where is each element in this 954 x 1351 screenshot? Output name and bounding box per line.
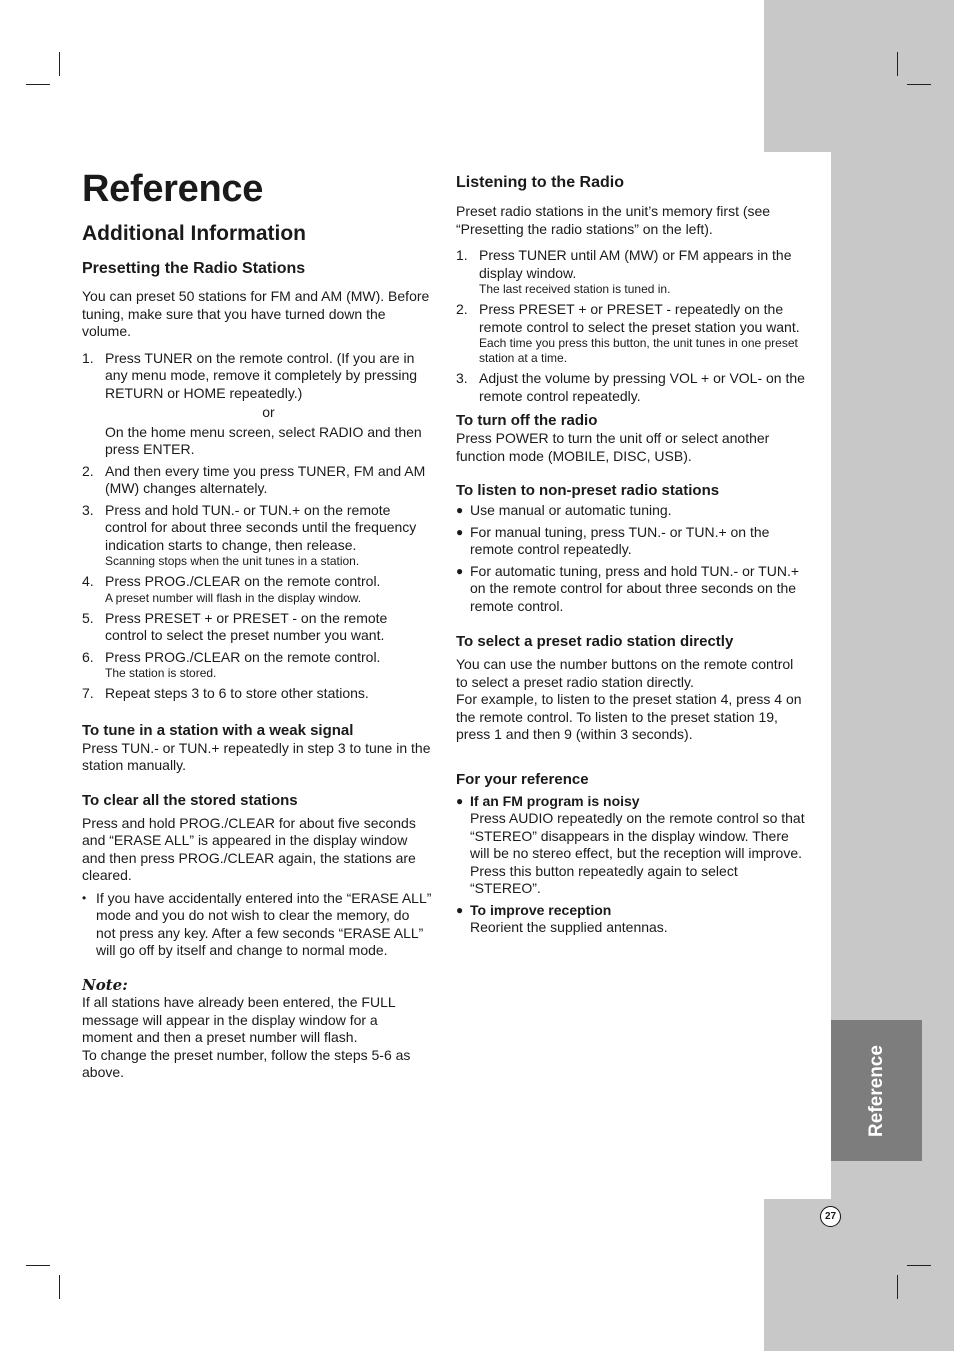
note-title: Note: bbox=[82, 975, 128, 994]
crop-mark bbox=[897, 52, 898, 76]
listening-intro: Preset radio stations in the unit’s memory first (see “Presetting the radio stations” on the left). bbox=[456, 203, 771, 237]
crop-mark bbox=[26, 84, 50, 85]
crop-mark bbox=[907, 1265, 931, 1266]
reference-item bbox=[456, 902, 806, 937]
step-text: Press PRESET + or PRESET - repeatedly on the remote control to select the preset station you want. bbox=[479, 301, 800, 335]
listening-heading: Listening to the Radio bbox=[456, 174, 624, 191]
side-band-top bbox=[764, 0, 954, 152]
step-item bbox=[82, 685, 432, 703]
reference-item-title: To improve reception bbox=[470, 901, 612, 918]
step-text: And then every time you press TUNER, FM and AM (MW) changes alternately. bbox=[105, 462, 426, 496]
clear-all-text: Press and hold PROG./CLEAR for about five seconds and “ERASE ALL” is appeared in the display window and then press PROG./CLEAR again, the stations are cleared. bbox=[82, 814, 416, 883]
bullet-icon: ● bbox=[456, 503, 464, 517]
bullet-icon: ● bbox=[456, 524, 464, 539]
step-item bbox=[82, 463, 432, 498]
step-number: 3. bbox=[456, 370, 468, 386]
non-preset-bullet-text: Use manual or automatic tuning. bbox=[470, 502, 672, 518]
reference-item-text: Reorient the supplied antennas. bbox=[470, 919, 668, 935]
step-item bbox=[456, 370, 806, 405]
step-number: 4. bbox=[82, 573, 94, 589]
page-number: 27 bbox=[820, 1206, 841, 1227]
crop-mark bbox=[26, 1265, 50, 1266]
step-item bbox=[82, 610, 432, 645]
reference-item bbox=[456, 793, 806, 898]
non-preset-heading: To listen to non-preset radio stations bbox=[456, 482, 720, 499]
step-alt: On the home menu screen, select RADIO and then press ENTER. bbox=[105, 423, 422, 457]
note-text-2: To change the preset number, follow the steps 5-6 as above. bbox=[82, 1046, 411, 1080]
weak-signal-text: Press TUN.- or TUN.+ repeatedly in step 3 to tune in the station manually. bbox=[82, 739, 431, 773]
step-number: 7. bbox=[82, 685, 94, 701]
step-note: A preset number will flash in the display window. bbox=[105, 590, 362, 605]
presetting-steps bbox=[82, 350, 432, 703]
for-reference-heading: For your reference bbox=[456, 770, 589, 788]
non-preset-bullet bbox=[456, 502, 806, 520]
step-text: Press PROG./CLEAR on the remote control. bbox=[105, 573, 381, 589]
left-column bbox=[82, 259, 432, 1082]
step-number: 5. bbox=[82, 609, 94, 626]
step-note: The station is stored. bbox=[105, 666, 217, 680]
weak-signal-heading: To tune in a station with a weak signal bbox=[82, 721, 354, 739]
side-band-bottom bbox=[764, 1199, 954, 1351]
listening-steps bbox=[456, 247, 806, 405]
step-item bbox=[82, 649, 432, 682]
section-title: Additional Information bbox=[82, 222, 306, 245]
step-number: 2. bbox=[456, 301, 468, 317]
crop-mark bbox=[59, 1275, 60, 1299]
step-text: Adjust the volume by pressing VOL + or VOL- on the remote control repeatedly. bbox=[479, 370, 805, 404]
clear-all-bullet-text: If you have accidentally entered into the “ERASE ALL” mode and you do not wish to clear the memory, do not press any key. After a few seconds “ERASE ALL” will go off by itself and change to normal mode. bbox=[96, 889, 432, 958]
step-note: The last received station is tuned in. bbox=[479, 282, 671, 296]
step-number: 2. bbox=[82, 462, 94, 479]
step-text: Press PRESET + or PRESET - on the remote control to select the preset number you want. bbox=[105, 609, 388, 643]
side-tab-label: Reference bbox=[865, 1044, 887, 1137]
page-title: Reference bbox=[82, 168, 264, 210]
right-column bbox=[456, 173, 806, 937]
step-number: 6. bbox=[82, 648, 94, 665]
step-item bbox=[82, 350, 432, 459]
bullet-icon: • bbox=[82, 890, 87, 905]
step-item bbox=[82, 573, 432, 606]
non-preset-bullet-text: For automatic tuning, press and hold TUN.- or TUN.+ on the remote control for about three seconds on the remote control. bbox=[470, 562, 800, 614]
note-text: If all stations have already been entered, the FULL message will appear in the display window for a moment and then a preset number will flash. bbox=[82, 994, 396, 1045]
non-preset-bullet bbox=[456, 524, 806, 559]
side-tab[interactable] bbox=[831, 1020, 922, 1161]
step-note: Each time you press this button, the unit tunes in one preset station at a time. bbox=[479, 336, 798, 365]
turn-off-heading: To turn off the radio bbox=[456, 412, 598, 429]
presetting-intro: You can preset 50 stations for FM and AM (MW). Before tuning, make sure that you have turned down the volume. bbox=[82, 288, 430, 339]
bullet-icon: ● bbox=[456, 902, 464, 917]
presetting-heading: Presetting the Radio Stations bbox=[82, 260, 306, 277]
step-text: Repeat steps 3 to 6 to store other stations. bbox=[105, 685, 369, 701]
step-item bbox=[456, 247, 806, 297]
step-note: Scanning stops when the unit tunes in a station. bbox=[105, 554, 360, 568]
step-item bbox=[456, 301, 806, 366]
non-preset-bullet-text: For manual tuning, press TUN.- or TUN.+ on the remote control repeatedly. bbox=[470, 523, 770, 557]
step-item bbox=[82, 502, 432, 570]
crop-mark bbox=[59, 52, 60, 76]
select-preset-heading: To select a preset radio station directly bbox=[456, 633, 734, 650]
crop-mark bbox=[907, 84, 931, 85]
clear-all-heading: To clear all the stored stations bbox=[82, 791, 298, 809]
step-text: Press TUNER on the remote control. (If you are in any menu mode, remove it completely by pressing RETURN or HOME repeatedly.) bbox=[105, 349, 418, 401]
step-number: 3. bbox=[82, 501, 94, 518]
clear-all-bullet bbox=[82, 890, 432, 960]
reference-item-text: Press AUDIO repeatedly on the remote control so that “STEREO” disappears in the display window. There will be no stereo effect, but the reception will improve. Press this button repeatedly again to select “STEREO”. bbox=[470, 810, 805, 896]
step-text: Press and hold TUN.- or TUN.+ on the remote control for about three seconds until the frequency indication starts to change, then release. bbox=[105, 501, 417, 553]
crop-mark bbox=[897, 1275, 898, 1299]
step-text: Press PROG./CLEAR on the remote control. bbox=[105, 648, 381, 665]
bullet-icon: ● bbox=[456, 563, 464, 578]
turn-off-text: Press POWER to turn the unit off or select another function mode (MOBILE, DISC, USB). bbox=[456, 430, 770, 464]
select-preset-text-2: For example, to listen to the preset station 4, press 4 on the remote control. To listen to the preset station 19, press 1 and then 9 (within 3 seconds). bbox=[456, 691, 802, 742]
step-text: Press TUNER until AM (MW) or FM appears in the display window. bbox=[479, 247, 792, 281]
select-preset-text: You can use the number buttons on the remote control to select a preset radio station directly. bbox=[456, 656, 794, 690]
bullet-icon: ● bbox=[456, 793, 464, 808]
reference-item-title: If an FM program is noisy bbox=[470, 792, 640, 809]
step-number: 1. bbox=[456, 247, 468, 263]
step-or: or bbox=[262, 404, 275, 420]
step-number: 1. bbox=[82, 349, 94, 366]
non-preset-bullet bbox=[456, 563, 806, 616]
